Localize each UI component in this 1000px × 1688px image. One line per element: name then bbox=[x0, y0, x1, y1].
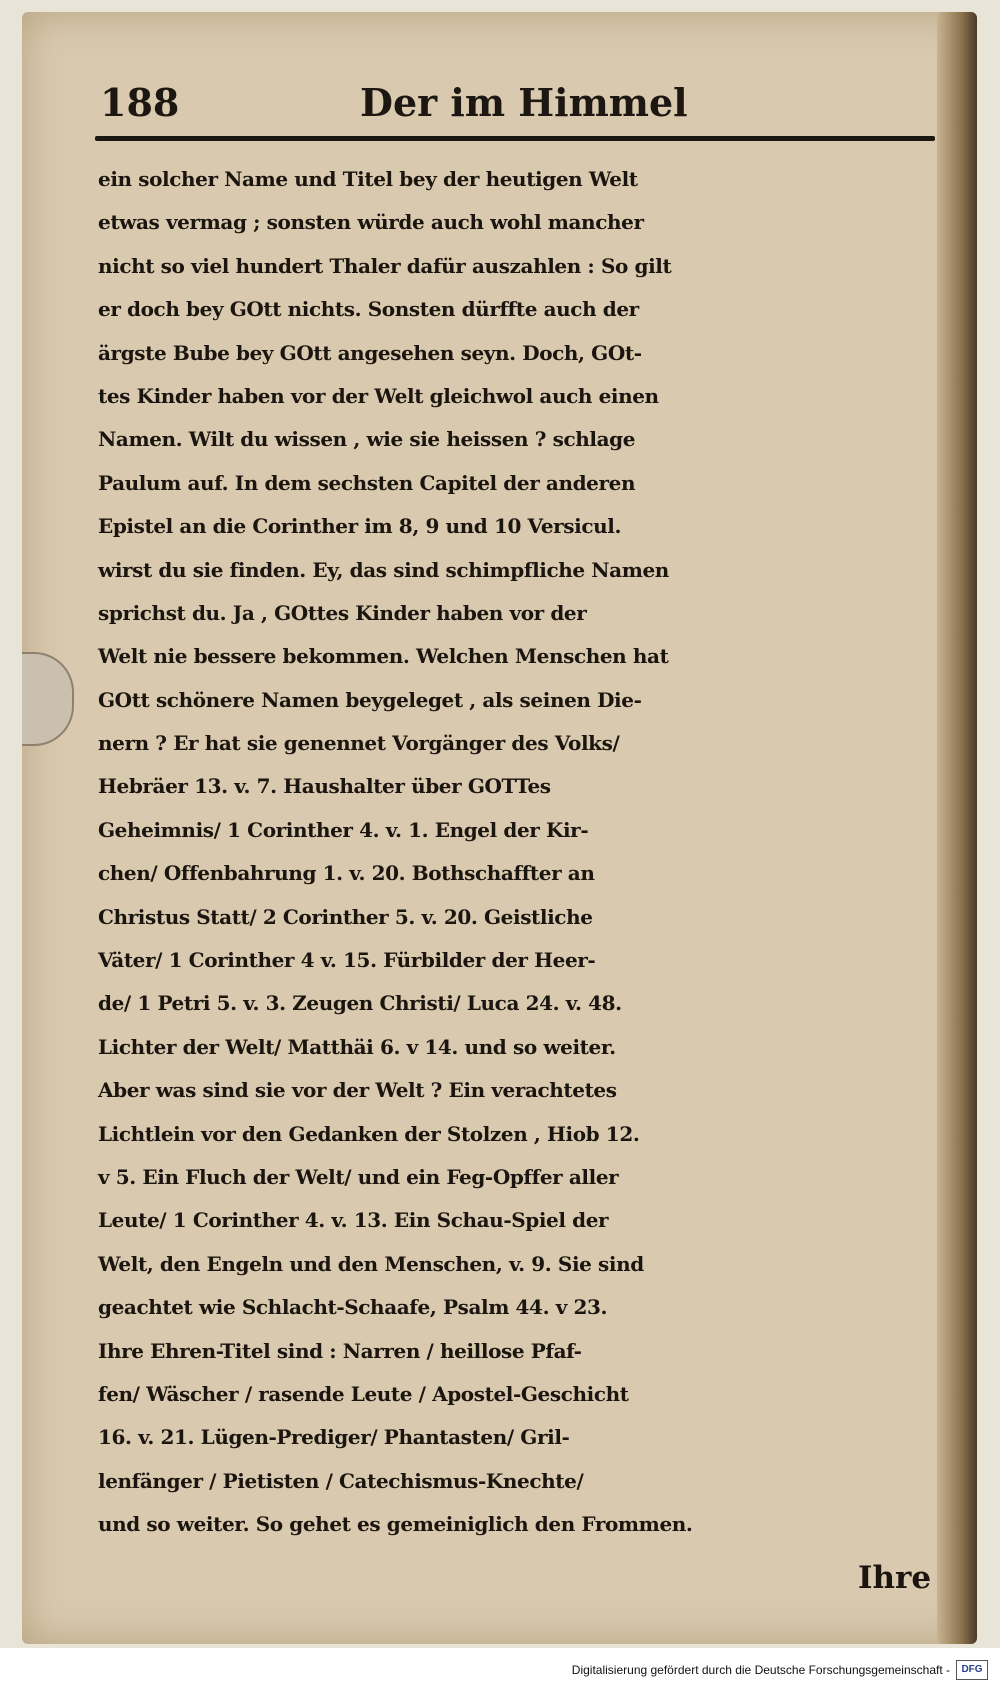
text-line: Geheimnis/ 1 Corinther 4. v. 1. Engel der Kir- bbox=[98, 817, 589, 842]
text-line: und so weiter. So gehet es gemeiniglich den Frommen. bbox=[98, 1512, 693, 1537]
text-line: Namen. Wilt du wissen , wie sie heissen ? schlage bbox=[98, 427, 636, 452]
text-line: Väter/ 1 Corinther 4 v. 15. Fürbilder der Heer- bbox=[98, 948, 596, 973]
running-head: Der im Himmel bbox=[360, 80, 688, 125]
header-rule bbox=[95, 136, 935, 141]
page-number: 188 bbox=[100, 80, 180, 125]
text-line: v 5. Ein Fluch der Welt/ und ein Feg-Opffer aller bbox=[98, 1164, 619, 1189]
footer-bar bbox=[0, 1648, 1000, 1688]
body-text bbox=[98, 158, 953, 1547]
text-line: chen/ Offenbahrung 1. v. 20. Bothschaffter an bbox=[98, 861, 595, 886]
text-line: Hebräer 13. v. 7. Haushalter über GOTTes bbox=[98, 774, 551, 799]
text-line: nicht so viel hundert Thaler dafür auszahlen : So gilt bbox=[98, 253, 672, 278]
text-line: Aber was sind sie vor der Welt ? Ein verachtetes bbox=[98, 1078, 617, 1103]
text-line: wirst du sie finden. Ey, das sind schimpfliche Namen bbox=[98, 557, 669, 582]
text-line: nern ? Er hat sie genennet Vorgänger des Volks/ bbox=[98, 731, 620, 756]
text-line: er doch bey GOtt nichts. Sonsten dürffte auch der bbox=[98, 297, 639, 322]
text-line: Paulum auf. In dem sechsten Capitel der anderen bbox=[98, 470, 636, 495]
text-line: 16. v. 21. Lügen-Prediger/ Phantasten/ Gril- bbox=[98, 1425, 570, 1450]
text-line: geachtet wie Schlacht-Schaafe, Psalm 44. v 23. bbox=[98, 1295, 608, 1320]
text-line: Lichter der Welt/ Matthäi 6. v 14. und so weiter. bbox=[98, 1034, 616, 1059]
text-line: ein solcher Name und Titel bey der heutigen Welt bbox=[98, 167, 638, 191]
text-line: sprichst du. Ja , GOttes Kinder haben vor der bbox=[98, 600, 587, 625]
dfg-logo-icon: DFG bbox=[956, 1660, 988, 1680]
text-line: Lichtlein vor den Gedanken der Stolzen , Hiob 12. bbox=[98, 1121, 640, 1146]
text-line: Welt nie bessere bekommen. Welchen Menschen hat bbox=[98, 644, 669, 669]
catchword: Ihre bbox=[858, 1560, 932, 1596]
text-line: tes Kinder haben vor der Welt gleichwol auch einen bbox=[98, 383, 659, 408]
text-line: etwas vermag ; sonsten würde auch wohl mancher bbox=[98, 210, 644, 235]
text-line: Christus Statt/ 2 Corinther 5. v. 20. Geistliche bbox=[98, 904, 593, 929]
funding-credit: Digitalisierung gefördert durch die Deutsche Forschungsgemeinschaft - bbox=[571, 1663, 950, 1677]
text-line: Ihre Ehren-Titel sind : Narren / heillose Pfaf- bbox=[98, 1338, 582, 1363]
page-header bbox=[75, 78, 930, 128]
book-clasp bbox=[22, 652, 74, 746]
text-line: GOtt schönere Namen beygeleget , als seinen Die- bbox=[98, 687, 642, 712]
text-line: Leute/ 1 Corinther 4. v. 13. Ein Schau-Spiel der bbox=[98, 1208, 609, 1233]
text-line: Epistel an die Corinther im 8, 9 und 10 Versicul. bbox=[98, 514, 622, 539]
text-line: Welt, den Engeln und den Menschen, v. 9. Sie sind bbox=[98, 1251, 644, 1276]
text-line: ärgste Bube bey GOtt angesehen seyn. Doch, GOt- bbox=[98, 340, 642, 365]
text-line: lenfänger / Pietisten / Catechismus-Knechte/ bbox=[98, 1468, 584, 1493]
text-line: de/ 1 Petri 5. v. 3. Zeugen Christi/ Luca 24. v. 48. bbox=[98, 991, 622, 1016]
text-line: fen/ Wäscher / rasende Leute / Apostel-Geschicht bbox=[98, 1381, 629, 1406]
